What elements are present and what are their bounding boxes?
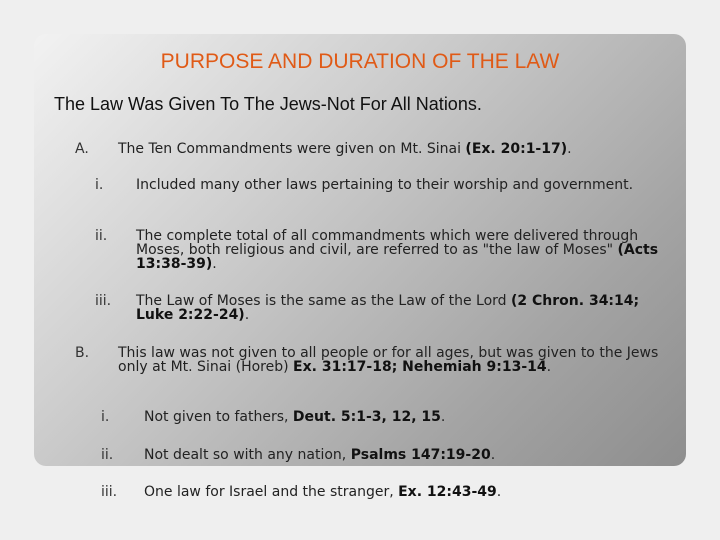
point-a-sub-2-marker: ii. <box>95 228 108 244</box>
point-b-sub-1-marker: i. <box>101 409 110 425</box>
point-b-sub-1-tail: . <box>440 409 446 425</box>
point-a-marker: A. <box>75 141 89 157</box>
point-b-sub-2-marker: ii. <box>101 447 114 463</box>
point-a-text <box>118 142 678 156</box>
point-a-sub-2-body: The complete total of all commandments which were delivered through Moses, both religious and civil, are referred to as "the law of Moses" <box>136 228 639 258</box>
point-a-sub-3-body: The Law of Moses is the same as the Law of the Lord <box>136 293 512 309</box>
point-b-sub-2-body: Not dealt so with any nation, <box>144 447 351 463</box>
point-a-sub-2-tail: . <box>212 256 217 272</box>
point-a-sub-2-ref: (Acts 13:38-39) <box>136 242 659 272</box>
point-b-sub-2-ref: Psalms 147:19-20 <box>350 447 491 463</box>
point-b-sub-1-body: Not given to fathers, <box>144 409 293 425</box>
slide-title: PURPOSE AND DURATION OF THE LAW <box>160 50 560 73</box>
point-a-sub-1-marker: i. <box>95 177 104 193</box>
point-b-sub-1-ref: Deut. 5:1-3, 12, 15 <box>292 409 441 425</box>
point-b-sub-1-text <box>144 410 674 424</box>
point-b-sub-3-body: One law for Israel and the stranger, <box>144 484 399 500</box>
point-b-sub-3-ref: Ex. 12:43-49 <box>398 484 497 500</box>
point-a-ref: (Ex. 20:1-17) <box>465 141 568 157</box>
point-a-sub-3-text <box>136 294 676 322</box>
point-a-sub-3-marker: iii. <box>95 293 112 309</box>
point-a-sub-3-ref: (2 Chron. 34:14; Luke 2:22-24) <box>136 293 640 323</box>
point-b-marker: B. <box>75 345 90 361</box>
point-a-tail: . <box>567 141 572 157</box>
point-b-sub-2-tail: . <box>490 447 496 463</box>
point-a-sub-2-text <box>136 229 676 271</box>
point-b-tail: . <box>546 359 552 375</box>
point-a-sub-1-text <box>136 178 666 192</box>
point-a-sub-3-tail: . <box>244 307 250 323</box>
point-a-body: The Ten Commandments were given on Mt. Sinai <box>118 141 466 157</box>
point-a-sub-1-body: Included many other laws pertaining to their worship and government. <box>136 177 634 193</box>
slide-subtitle: The Law Was Given To The Jews-Not For All Nations. <box>54 94 482 114</box>
point-b-sub-3-text <box>144 485 674 499</box>
point-b-sub-3-marker: iii. <box>101 484 118 500</box>
point-b-ref: Ex. 31:17-18; Nehemiah 9:13-14 <box>293 359 547 375</box>
point-b-text <box>118 346 678 374</box>
point-b-sub-2-text <box>144 448 674 462</box>
point-b-body: This law was not given to all people or for all ages, but was given to the Jews only at Mt. Sinai (Horeb) <box>118 345 659 375</box>
point-b-sub-3-tail: . <box>496 484 502 500</box>
